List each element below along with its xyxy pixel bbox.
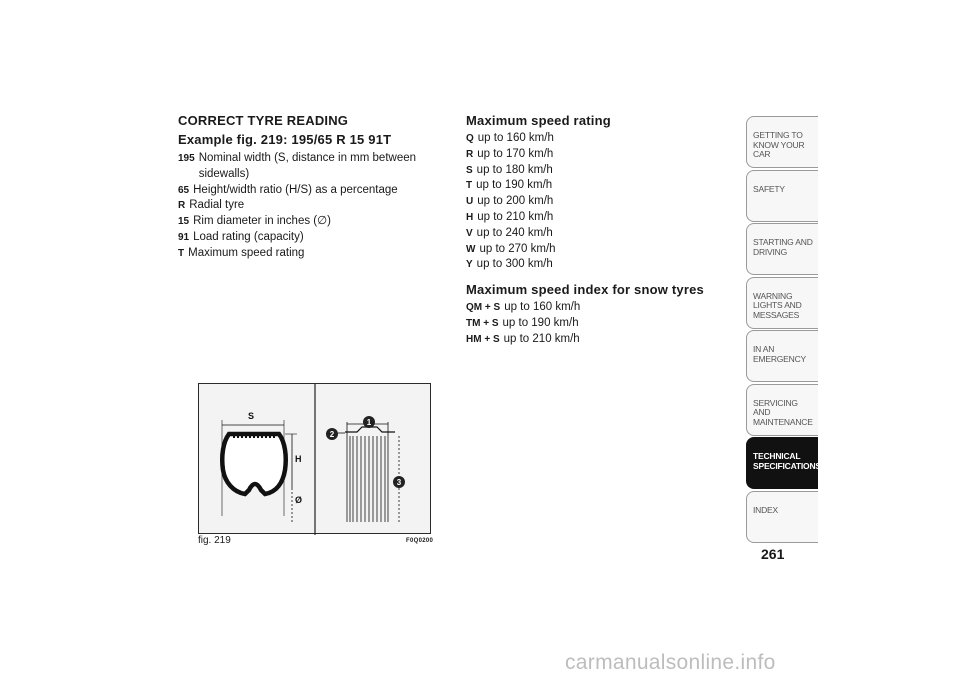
callout-1-label: 1 — [366, 418, 372, 427]
item-code: R — [466, 148, 474, 160]
item-text: Rim diameter in inches (∅) — [193, 215, 331, 228]
item-code: U — [466, 196, 474, 208]
item-code: 91 — [178, 231, 190, 243]
list-item — [466, 178, 726, 194]
tab-label: SAFETY — [753, 183, 785, 194]
item-code: HM + S — [466, 333, 500, 345]
tyre-outline — [222, 434, 286, 494]
item-code: H — [466, 211, 474, 223]
figure-caption: fig. 219 — [198, 535, 231, 546]
tab-in-an-emergency[interactable] — [746, 330, 818, 382]
list-item — [466, 194, 726, 210]
item-text: up to 270 km/h — [479, 242, 556, 255]
page-number: 261 — [761, 546, 785, 562]
tab-index[interactable] — [746, 491, 818, 543]
tab-label: IN AN EMERGENCY — [753, 344, 806, 364]
watermark: carmanualsonline.info — [565, 651, 776, 674]
tab-servicing-and-maintenance[interactable] — [746, 384, 818, 436]
tab-technical-specifications[interactable] — [746, 437, 821, 489]
list-item — [466, 257, 726, 273]
item-text: Height/width ratio (H/S) as a percentage — [193, 183, 398, 196]
list-item — [466, 242, 726, 258]
item-code: QM + S — [466, 302, 501, 314]
tab-safety[interactable] — [746, 170, 818, 222]
list-item — [178, 246, 438, 262]
list-item — [178, 198, 438, 214]
tab-getting-to-know-your-car[interactable] — [746, 116, 818, 168]
item-code: 65 — [178, 184, 190, 196]
list-item — [466, 316, 726, 332]
label-diameter: Ø — [295, 495, 303, 505]
tyre-side-section — [338, 422, 399, 522]
list-item — [466, 300, 726, 316]
item-text: up to 160 km/h — [504, 301, 581, 314]
figure-code: F0Q0200 — [406, 538, 434, 544]
item-code: V — [466, 227, 473, 239]
tyre-code-list — [178, 151, 438, 262]
left-column — [178, 113, 438, 262]
tyre-cross-section — [222, 420, 297, 524]
item-code: R — [178, 200, 186, 212]
list-item — [178, 230, 438, 246]
tab-label: INDEX — [753, 504, 778, 515]
list-item — [466, 131, 726, 147]
tab-warning-lights[interactable] — [746, 277, 818, 329]
list-item — [466, 163, 726, 179]
item-text: up to 190 km/h — [502, 316, 579, 329]
item-code: T — [466, 180, 473, 192]
item-text: up to 180 km/h — [476, 163, 553, 176]
list-item — [178, 214, 438, 230]
item-text: up to 240 km/h — [476, 226, 553, 239]
tab-label: SERVICING AND MAINTENANCE — [753, 397, 813, 427]
item-text: Nominal width (S, distance in mm between sidewalls) — [198, 152, 417, 180]
item-text: up to 210 km/h — [477, 210, 554, 223]
tyre-diagram — [198, 383, 431, 534]
label-s: S — [248, 411, 255, 421]
chapter-tabs — [746, 116, 821, 544]
item-text: up to 200 km/h — [477, 195, 554, 208]
tab-label: WARNING LIGHTS AND MESSAGES — [753, 290, 802, 320]
tab-starting-and-driving[interactable] — [746, 223, 818, 275]
snow-tyre-heading: Maximum speed index for snow tyres — [466, 282, 704, 298]
list-item — [466, 226, 726, 242]
item-text: Load rating (capacity) — [193, 230, 304, 243]
tab-label: GETTING TO KNOW YOUR CAR — [753, 130, 805, 159]
item-code: T — [178, 247, 185, 259]
list-item — [466, 210, 726, 226]
item-text: Maximum speed rating — [188, 246, 305, 259]
callout-2-label: 2 — [329, 430, 335, 439]
item-text: Radial tyre — [189, 199, 245, 212]
list-item — [466, 147, 726, 163]
item-code: Q — [466, 133, 474, 144]
item-code: S — [466, 164, 473, 176]
callout-3-label: 3 — [396, 478, 402, 487]
item-text: up to 190 km/h — [476, 179, 553, 192]
item-text: up to 300 km/h — [476, 258, 553, 271]
example-heading: Example fig. 219: 195/65 R 15 91T — [178, 132, 392, 147]
tab-label: STARTING AND DRIVING — [753, 237, 813, 257]
list-item — [466, 332, 726, 348]
item-code: W — [466, 243, 476, 255]
item-code: 15 — [178, 216, 190, 228]
item-text: up to 170 km/h — [477, 147, 554, 160]
item-code: Y — [466, 259, 473, 271]
list-item — [178, 183, 438, 199]
snow-rating-list — [466, 300, 726, 347]
speed-rating-list — [466, 131, 726, 273]
item-text: up to 160 km/h — [477, 132, 554, 144]
label-h: H — [295, 454, 302, 464]
section-heading: CORRECT TYRE READING — [178, 113, 349, 128]
tab-label: TECHNICAL SPECIFICATIONS — [753, 451, 821, 471]
item-text: up to 210 km/h — [503, 332, 580, 345]
item-code: TM + S — [466, 317, 499, 329]
right-column — [466, 113, 726, 348]
tyre-diagram-svg — [199, 384, 432, 535]
list-item — [178, 151, 438, 183]
speed-rating-heading: Maximum speed rating — [466, 113, 611, 128]
item-code: 195 — [178, 153, 195, 164]
